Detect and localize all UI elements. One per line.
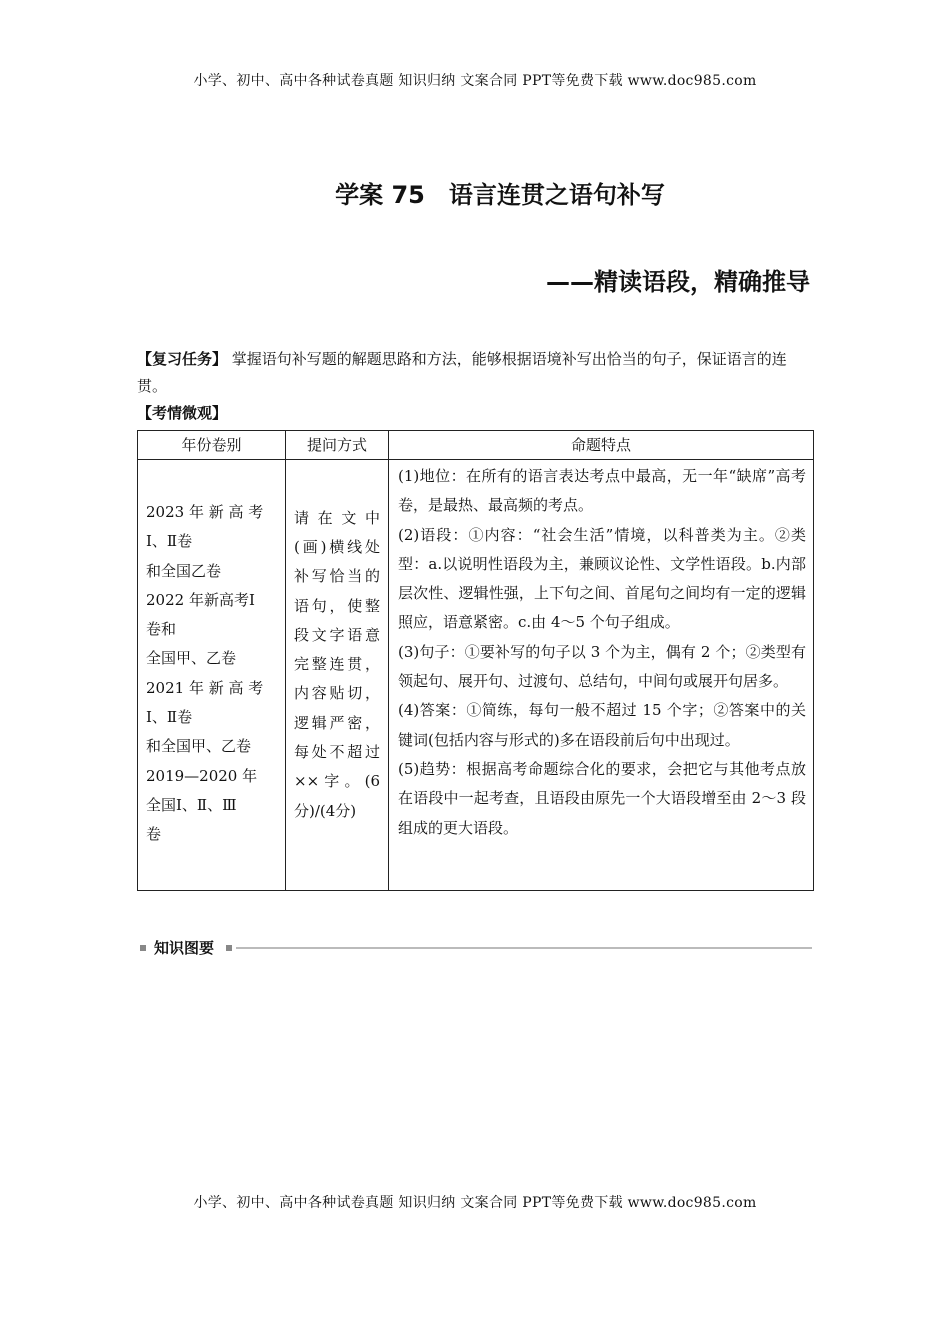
feature-paragraph: (4)答案：①简练，每句一般不超过 15 个字；②答案中的关键词(包括内容与形式的)多在语段前后句中出现过。 <box>398 701 806 749</box>
page-title: 学案 75 语言连贯之语句补写 <box>335 181 665 209</box>
page-footer: 小学、初中、高中各种试卷真题 知识归纳 文案合同 PPT等免费下载 www.doc985.com <box>193 1195 757 1211</box>
table-header: 命题特点 <box>389 431 814 460</box>
year-paper-line: 2022 年新高考Ⅰ <box>146 590 255 609</box>
section-divider <box>236 947 812 949</box>
year-paper-cell <box>138 460 286 891</box>
year-paper-line: 全国甲、乙卷 <box>146 649 237 668</box>
feature-paragraph: (5)趋势：根据高考命题综合化的要求，会把它与其他考点放在语段中一起考查，且语段由原先一个大语段增至由 2～3 段组成的更大语段。 <box>398 759 806 837</box>
table-header: 提问方式 <box>286 431 389 460</box>
year-paper-line: 和全国乙卷 <box>146 561 222 580</box>
knowledge-map-label: 知识图要 <box>154 939 215 957</box>
question-format-cell: 请在文中(画)横线处补写恰当的语句，使整段文字语意完整连贯，内容贴切，逻辑严密，每处不超过××字。(6分)/(4分) <box>286 460 389 891</box>
features-cell <box>389 460 814 891</box>
review-task <box>137 346 815 400</box>
review-task-text: 掌握语句补写题的解题思路和方法，能够根据语境补写出恰当的句子，保证语言的连贯。 <box>137 350 787 395</box>
year-paper-line: 2023 年 新 高 考 <box>146 503 264 521</box>
feature-paragraph: (3)句子：①要补写的句子以 3 个为主，偶有 2 个；②类型有领起句、展开句、过渡句、总结句，中间句或展开句居多。 <box>398 642 806 691</box>
year-paper-line: 2021 年 新 高 考 <box>146 678 264 697</box>
knowledge-map-section <box>140 938 812 958</box>
table-header-row <box>138 431 814 460</box>
bullet-square-icon <box>226 945 232 951</box>
table-header: 年份卷别 <box>138 431 286 460</box>
year-paper-line: Ⅰ、Ⅱ卷 <box>146 532 193 551</box>
year-paper-line: 2019—2020 年 <box>146 766 258 785</box>
review-task-label: 【复习任务】 <box>137 350 228 368</box>
table-row <box>138 460 814 891</box>
page-header: 小学、初中、高中各种试卷真题 知识归纳 文案合同 PPT等免费下载 www.doc985.com <box>193 73 757 89</box>
bullet-square-icon <box>140 945 146 951</box>
year-paper-line: 全国Ⅰ、Ⅱ、Ⅲ <box>146 795 237 814</box>
exam-overview-label: 【考情微观】 <box>137 404 228 422</box>
year-paper-line: 卷和 <box>146 620 177 639</box>
feature-paragraph: (1)地位：在所有的语言表达考点中最高，无一年“缺席”高考卷，是最热、最高频的考点。 <box>398 467 806 515</box>
year-paper-line: 和全国甲、乙卷 <box>146 737 252 756</box>
feature-paragraph: (2)语段：①内容：“社会生活”情境，以科普类为主。②类型：a.以说明性语段为主，兼顾议论性、文学性语段。b.内部层次性、逻辑性强，上下句之间、首尾句之间均有一定的逻辑照应，语意紧密。c.由 4～5 个句子组成。 <box>398 525 806 632</box>
exam-overview-table <box>137 430 814 891</box>
page-subtitle: ——精读语段，精确推导 <box>546 268 810 296</box>
year-paper-line: Ⅰ、Ⅱ卷 <box>146 708 193 727</box>
year-paper-line: 卷 <box>146 825 162 844</box>
